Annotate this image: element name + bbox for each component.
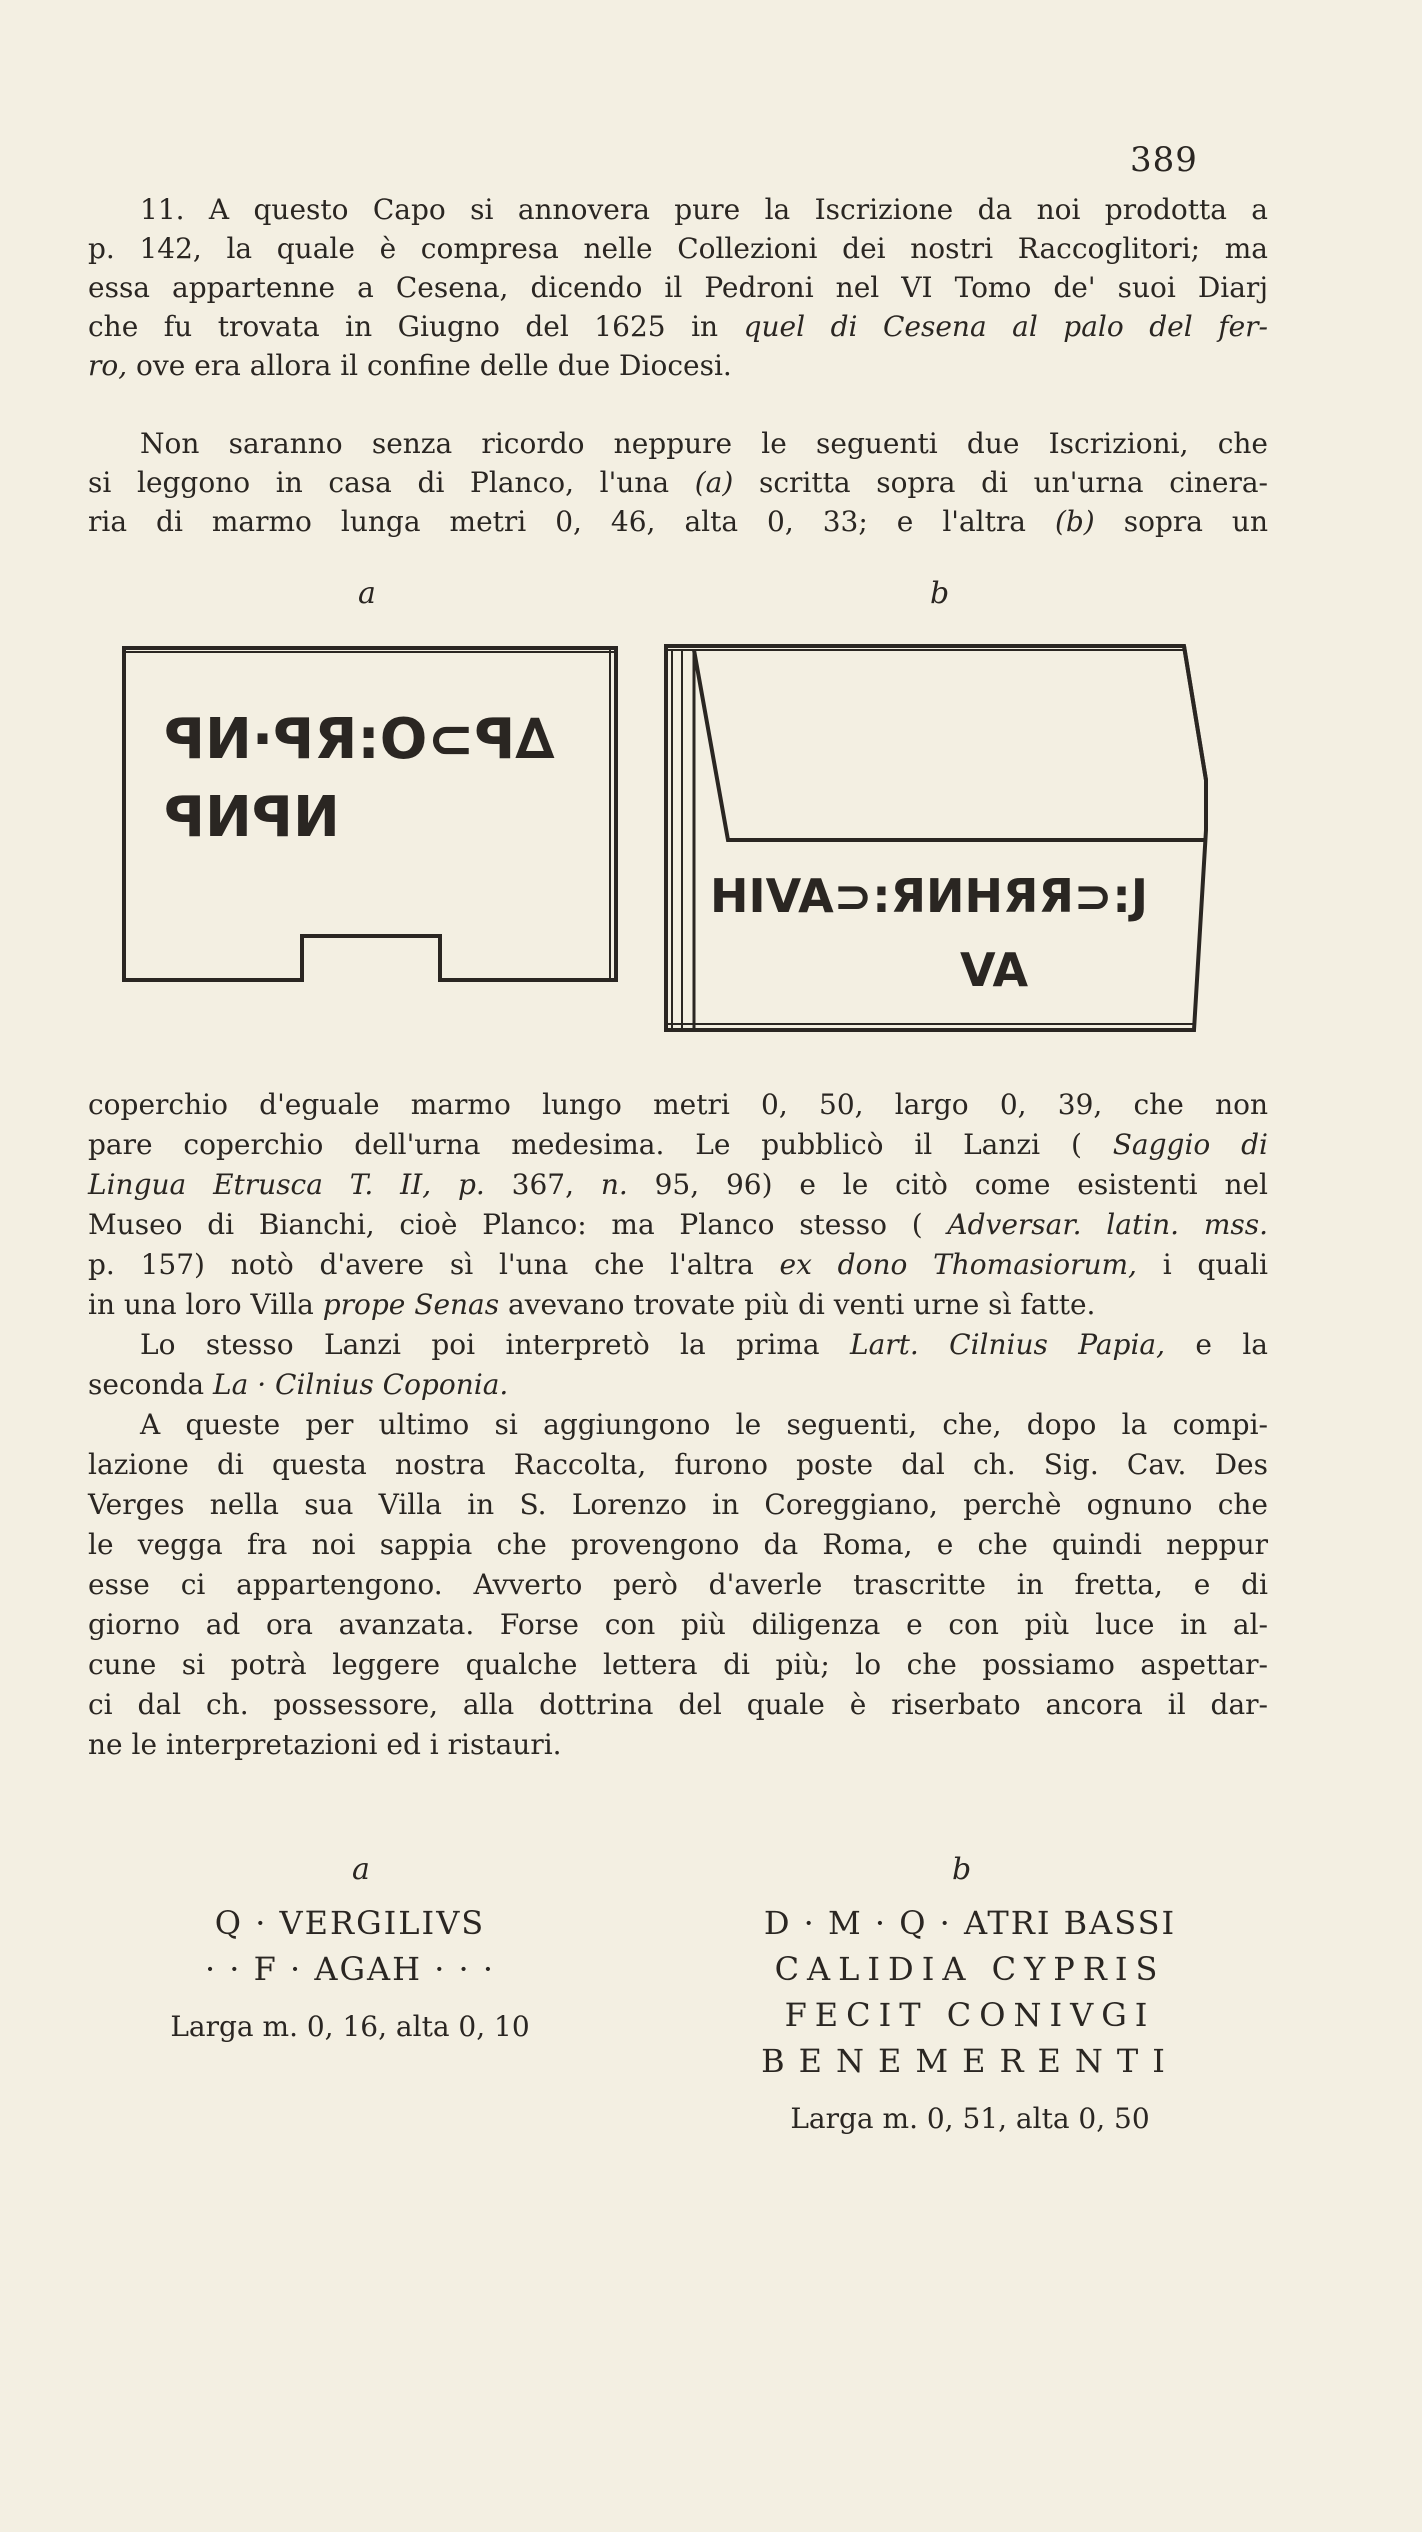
inscription-dimensions: Larga m. 0, 51, alta 0, 50 (790, 2102, 1150, 2135)
page-number: 389 (1130, 140, 1198, 180)
inscription-a (130, 1900, 570, 2043)
text-line: Lo stesso Lanzi poi interpretò la prima Lart. Cilnius Papia, e la (140, 1328, 1268, 1361)
text-line: cune si potrà leggere qualche lettera di più; lo che possiamo aspettar- (88, 1648, 1268, 1681)
text-line: che fu trovata in Giugno del 1625 in quel di Cesena al palo del fer- (88, 310, 1268, 343)
text-line: le vegga fra noi sappia che provengono da Roma, e che quindi neppur (88, 1528, 1268, 1561)
italic-phrase: La · Cilnius Coponia. (213, 1368, 509, 1401)
italic-phrase: Lart. Cilnius Papia, (849, 1328, 1166, 1361)
italic-phrase: ex dono Thomasiorum, (779, 1248, 1137, 1281)
text-line: esse ci appartengono. Avverto però d'averle trascritte in fretta, e di (88, 1568, 1268, 1601)
paragraph-4 (88, 1325, 1268, 1405)
text-line: Verges nella sua Villa in S. Lorenzo in Coreggiano, perchè ognuno che (88, 1488, 1268, 1521)
paragraph-5 (88, 1405, 1268, 1765)
italic-phrase: (a) (694, 466, 734, 499)
text-line: ria di marmo lunga metri 0, 46, alta 0, 33; e l'altra (b) sopra un (88, 505, 1268, 538)
urn-drawing-a (120, 640, 620, 990)
paragraph-3 (88, 1085, 1268, 1325)
text-line: 11. A questo Capo si annovera pure la Iscrizione da noi prodotta a (140, 193, 1268, 226)
italic-phrase: quel di Cesena al palo del fer- (743, 310, 1268, 343)
figure-label-a: a (358, 576, 376, 611)
italic-phrase: Lingua Etrusca T. II, p. (88, 1168, 485, 1201)
paragraph-2 (88, 424, 1268, 541)
inscription-line: BENEMERENTI (761, 2042, 1179, 2080)
text-line: A queste per ultimo si aggiungono le seguenti, che, dopo la compi- (140, 1408, 1268, 1441)
inscription-line: D · M · Q · ATRI BASSI (763, 1904, 1177, 1942)
etruscan-text-line: ꟼИ·ꟼЯ:O⊂ꟼ∆ (164, 707, 555, 772)
text-line: si leggono in casa di Planco, l'una (a) scritta sopra di un'urna cinera- (88, 466, 1268, 499)
text-line: ne le interpretazioni ed i ristauri. (88, 1728, 562, 1761)
text-line: giorno ad ora avanzata. Forse con più diligenza e con più luce in al- (88, 1608, 1268, 1641)
italic-phrase: Adversar. latin. mss. (947, 1208, 1269, 1241)
etruscan-text-line: ꟼИꟼИ (164, 785, 340, 850)
text-line: coperchio d'eguale marmo lungo metri 0, 50, largo 0, 39, che non (88, 1088, 1268, 1121)
inscription-b (720, 1900, 1220, 2135)
italic-phrase: (b) (1054, 505, 1095, 538)
text-line: Lingua Etrusca T. II, p. 367, n. 95, 96) e le citò come esistenti nel (88, 1168, 1268, 1201)
lid-drawing-b (658, 640, 1218, 1040)
italic-phrase: Saggio di (1112, 1128, 1268, 1161)
text-line: p. 157) notò d'avere sì l'una che l'altra ex dono Thomasiorum, i quali (88, 1248, 1268, 1281)
etruscan-text-line: HIVA⊃:ЯИHЯЯ⊃:J (710, 869, 1148, 923)
text-line: ro, ove era allora il confine delle due Diocesi. (88, 349, 732, 382)
inscription-line: Q · VERGILIVS (214, 1904, 486, 1942)
paragraph-1 (88, 190, 1268, 385)
inscription-dimensions: Larga m. 0, 16, alta 0, 10 (170, 2010, 530, 2043)
text-line: Non saranno senza ricordo neppure le seguenti due Iscrizioni, che (140, 427, 1268, 460)
text-line: essa appartenne a Cesena, dicendo il Pedroni nel VI Tomo de' suoi Diarj (88, 271, 1268, 304)
inscription-line: · · F · AGAH · · · (204, 1950, 496, 1988)
italic-phrase: ro, (88, 349, 128, 382)
inscription-line: FECIT CONIVGI (784, 1996, 1156, 2034)
inscription-label-a: a (352, 1852, 370, 1887)
text-line: ci dal ch. possessore, alla dottrina del quale è riserbato ancora il dar- (88, 1688, 1268, 1721)
text-line: seconda La · Cilnius Coponia. (88, 1368, 509, 1401)
text-line: in una loro Villa prope Senas avevano trovate più di venti urne sì fatte. (88, 1288, 1096, 1321)
inscription-label-b: b (952, 1852, 972, 1887)
text-line: pare coperchio dell'urna medesima. Le pubblicò il Lanzi ( Saggio di (88, 1128, 1268, 1161)
text-line: Museo di Bianchi, cioè Planco: ma Planco stesso ( Adversar. latin. mss. (88, 1208, 1269, 1241)
figure-label-b: b (930, 576, 950, 611)
text-line: p. 142, la quale è compresa nelle Collezioni dei nostri Raccoglitori; ma (88, 232, 1268, 265)
italic-phrase: prope Senas (322, 1288, 500, 1321)
text-line: lazione di questa nostra Raccolta, furono poste dal ch. Sig. Cav. Des (88, 1448, 1268, 1481)
etruscan-text-line: VA (960, 943, 1029, 997)
inscription-line: CALIDIA CYPRIS (774, 1950, 1166, 1988)
